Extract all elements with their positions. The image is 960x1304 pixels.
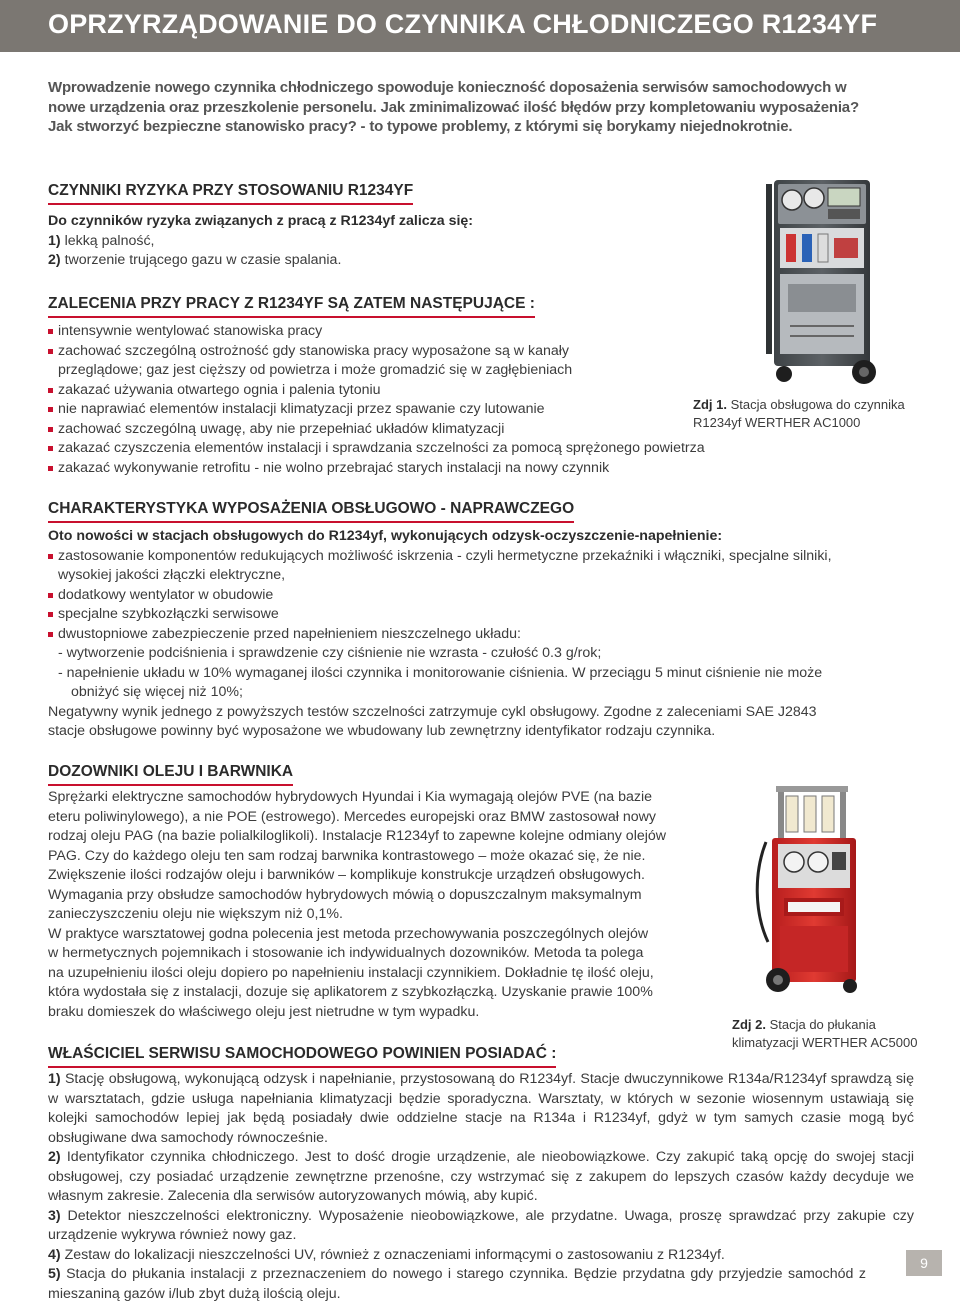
oil-line: na uzupełnieniu ilości oleju dopiero po napełnieniu instalacji czynnikiem. Dokładnie tę ilość oleju, xyxy=(48,964,654,981)
page-title: OPRZYRZĄDOWANIE DO CZYNNIKA CHŁODNICZEGO R1234YF xyxy=(48,9,878,39)
owner-item: 1) Stację obsługową, wykonującą odzysk i napełnianie, przystosowaną do R1234yf. Stacje dwuczynnikowe R134a/R1234yf sprawdzą się w warsztatach, gdzie usługa napełniania klimatyzacji będzie sporadyczna. Warsztaty, w których w sezonie wiosennym ustawiają się kolejki samochodów lepiej jak będą posiadały dwie oddzielne stacje na R134a i R1234yf, gdyż w tym samych czasie mogą być obsługiwane dwa samochody równocześnie. xyxy=(48,1071,914,1146)
equipment-closing: Negatywny wynik jednego z powyższych testów szczelności zatrzymuje cykl obsługowy. Zgodne z zaleceniami SAE J2843 xyxy=(48,703,817,720)
list-item: zachować szczególną uwagę, aby nie przepełniać układów klimatyzacji xyxy=(48,420,768,440)
owner-section-title: WŁAŚCICIEL SERWISU SAMOCHODOWEGO POWINIEN POSIADAĆ : xyxy=(48,1044,556,1068)
oil-line: rodzaj oleju PAG (na bazie polialkiloglikoli). Instalacje R1234yf to zapewne kolejne odmiany olejów xyxy=(48,828,667,844)
page-number: 9 xyxy=(906,1250,942,1276)
oil-section-body xyxy=(48,788,700,1022)
list-item: specjalne szybkozłączki serwisowe xyxy=(48,605,928,625)
risk-item: 1) lekką palność, xyxy=(48,232,155,249)
equipment-section-body xyxy=(48,527,928,742)
oil-line: Wymagania przy obsłudze samochodów hybrydowych mówią o dopuszczalnym maksymalnym xyxy=(48,886,642,903)
risk-item: 2) tworzenie trującego gazu w czasie spalania. xyxy=(48,252,342,268)
list-item: zakazać czyszczenia elementów instalacji i sprawdzania szczelności za pomocą sprężonego powietrza xyxy=(48,439,768,459)
equipment-lead: Oto nowości w stacjach obsługowych do R1234yf, wykonujących odzysk-oczyszczenie-napełnienie: xyxy=(48,528,723,544)
oil-line: W praktyce warsztatowej godna polecenia jest metoda przechowywania poszczególnych olejów xyxy=(48,925,649,942)
list-item: dwustopniowe zabezpieczenie przed napełnieniem nieszczelnego układu: xyxy=(48,625,928,645)
list-item: intensywnie wentylować stanowiska pracy xyxy=(48,322,768,342)
intro-line: Jak stworzyć bezpieczne stanowisko pracy? - to typowe problemy, z którymi się borykamy niejednokrotnie. xyxy=(48,118,793,135)
owner-item: 5) Stacja do płukania instalacji z przeznaczeniem do nowego i starego czynnika. Będzie przydatna gdy przyjedzie samochód z mieszaniną gazów i/lub zbyt dużą ilością oleju. xyxy=(48,1266,866,1302)
list-item: zakazać używania otwartego ognia i palenia tytoniu xyxy=(48,381,768,401)
equipment-section-title: CHARAKTERYSTYKA WYPOSAŻENIA OBSŁUGOWO - NAPRAWCZEGO xyxy=(48,499,574,523)
intro-paragraph xyxy=(48,78,928,137)
list-item: nie naprawiać elementów instalacji klimatyzacji przez spawanie czy lutowanie xyxy=(48,400,768,420)
owner-item: 4) Zestaw do lokalizacji nieszczelności UV, również z oznaczeniami informącymi o zastosowaniu z R1234yf. xyxy=(48,1246,725,1263)
owner-item: 2) Identyfikator czynnika chłodniczego. Jest to dość drogie urządzenie, ale nieobowiązkowe. Czy zakupić taką opcję do swojej stacji obsługowej, czy posiadać urządzenie zewnętrzne przenośne, czy wstrzymać się z zakupem do lepszych czasów każdy decyduje we własnym zakresie. Zalecenia dla serwisów autoryzowanych mówią, aby kupić. xyxy=(48,1149,914,1204)
list-item: zastosowanie komponentów redukujących możliwość iskrzenia - czyli hermetyczne przekaźniki i włączniki, specjalne silniki, wysokiej jakości złączki elektryczne, xyxy=(48,547,928,586)
oil-line: w hermetycznych pojemnikach i stosowanie ich indywidualnych dozowników. Metoda ta polega xyxy=(48,945,644,961)
oil-line: braku domieszek do właściwego oleju jest nietrudne w tym wypadku. xyxy=(48,1003,480,1020)
oil-line: Zwiększenie ilości rodzajów oleju i barwników – komplikuje konstrukcje urządzeń obsługowych. xyxy=(48,867,645,883)
recommend-section-title: ZALECENIA PRZY PRACY Z R1234YF SĄ ZATEM NASTĘPUJĄCE : xyxy=(48,294,535,318)
list-item: dodatkowy wentylator w obudowie xyxy=(48,586,928,606)
list-item: zakazać wykonywanie retrofitu - nie wolno przebrajać starych instalacji na nowy czynnik xyxy=(48,459,768,479)
recommend-list xyxy=(48,322,768,478)
oil-line: eteru poliwinylowego), a nie POE (estrowego). Mercedes europejski oraz BMW zastosował nowy xyxy=(48,808,656,825)
risk-section-body xyxy=(48,212,688,271)
equipment-list xyxy=(48,547,928,645)
figure-1-caption: Zdj 1. Stacja obsługowa do czynnika R1234yf WERTHER AC1000 xyxy=(693,397,905,430)
oil-line: PAG. Czy do każdego oleju ten sam rodzaj barwnika kontrastowego – może okazać się, że nie. xyxy=(48,847,646,864)
list-item: zachować szczególną ostrożność gdy stanowiska pracy wyposażone są w kanały przeglądowe; gaz jest cięższy od powietrza i może gromadzić się w zagłębieniach xyxy=(48,342,768,381)
oil-section-title: DOZOWNIKI OLEJU I BARWNIKA xyxy=(48,762,293,786)
equipment-subitem: - napełnienie układu w 10% wymaganej ilości czynnika i monitorowanie ciśnienia. W przeciągu 5 minut ciśnienie nie może obniżyć się więcej niż 10%; xyxy=(58,664,823,700)
figure-2-caption: Zdj 2. Stacja do płukania klimatyzacji WERTHER AC5000 xyxy=(732,1017,918,1050)
owner-item: 3) Detektor nieszczelności elektroniczny. Wyposażenie nieobowiązkowe, ale przydatne. Uwaga, proszę sprawdzać przy zakupie czy urządzenie wykrywa również nowy gaz. xyxy=(48,1207,914,1243)
equipment-closing: stacje obsługowe powinny być wyposażone we wbudowany lub zewnętrzny identyfikator rodzaju czynnika. xyxy=(48,723,716,739)
werther-ac5000-image xyxy=(748,782,876,996)
owner-section-body xyxy=(48,1070,914,1304)
equipment-subitem: - wytworzenie podciśnienia i sprawdzenie czy ciśnienie nie wzrasta - czułość 0.3 g/rok; xyxy=(58,645,602,661)
oil-line: Sprężarki elektryczne samochodów hybrydowych Hyundai i Kia wymagają olejów PVE (na bazie xyxy=(48,789,653,805)
page-header xyxy=(0,0,960,52)
risk-section-title: CZYNNIKI RYZYKA PRZY STOSOWANIU R1234YF xyxy=(48,181,413,205)
intro-line: Wprowadzenie nowego czynnika chłodniczego spowoduje konieczność doposażenia serwisów samochodowych w xyxy=(48,79,847,96)
oil-line: zanieczyszczeniu oleju nie większym niż 0,1%. xyxy=(48,906,343,922)
risk-lead: Do czynników ryzyka związanych z pracą z R1234yf zalicza się: xyxy=(48,213,474,229)
intro-line: nowe urządzenia oraz przeszkolenie personelu. Jak zminimalizować ilość błędów przy kompletowaniu wyposażenia? xyxy=(48,98,859,116)
werther-ac1000-image xyxy=(756,176,884,392)
oil-line: która wydostała się z instalacji, dozuje się aplikatorem z szybkozłączką. Uzyskanie prawie 100% xyxy=(48,984,653,1000)
